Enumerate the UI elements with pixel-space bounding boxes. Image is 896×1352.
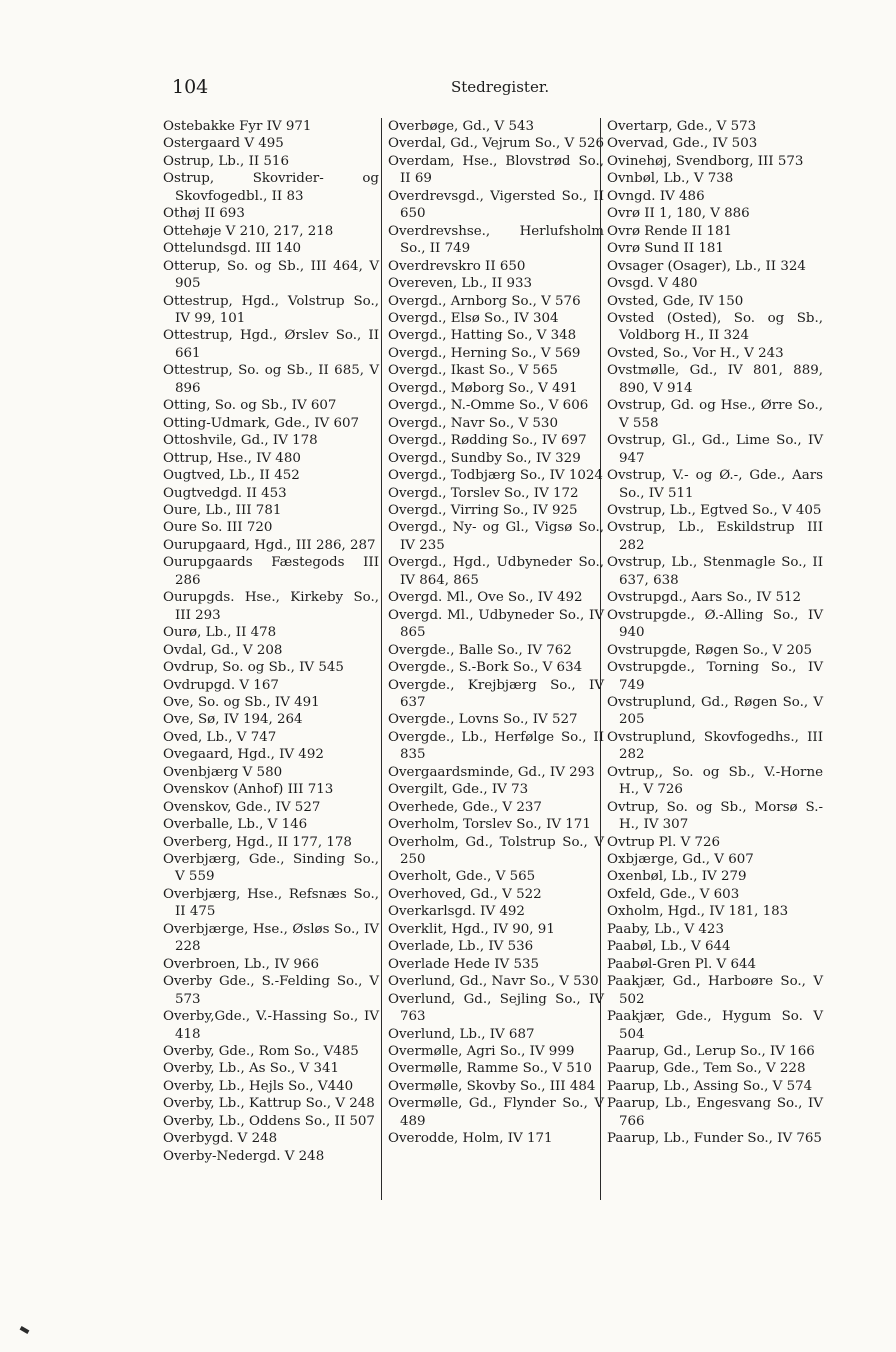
index-entry: Ovstrupgde, Røgen So., V 205 — [607, 642, 812, 658]
index-entry: Overgd., Torslev So., IV 172 — [388, 485, 579, 501]
index-entry: Overby, Lb., As So., V 341 — [163, 1061, 340, 1077]
index-entry: Ovnbøl, Lb., V 738 — [607, 171, 734, 187]
index-entry: Overby Gde., S.-Felding So., V 573 — [163, 974, 379, 1007]
index-entry: Ostergaard V 495 — [163, 136, 284, 152]
index-entry: Ovrø Sund II 181 — [607, 241, 724, 257]
index-entry: Otting, So. og Sb., IV 607 — [163, 398, 337, 414]
index-entry: Ovstrupgde., Ø.-Alling So., IV 940 — [607, 607, 823, 641]
index-entry: Paabøl-Gren Pl. V 644 — [607, 956, 757, 972]
index-entry: Ourupgaard, Hgd., III 286, 287 — [163, 537, 376, 553]
index-entry: Overgde., Lb., Herfølge So., II 835 — [388, 729, 604, 763]
index-entry: Ottelundsgd. III 140 — [163, 241, 301, 257]
index-entry: Overbøge, Gd., V 543 — [388, 119, 535, 134]
index-entry: Overmølle, Gd., Flynder So., V 489 — [388, 1096, 604, 1129]
index-entry: Oure So. III 720 — [163, 520, 273, 536]
index-entry: Ovsager (Osager), Lb., II 324 — [607, 258, 806, 274]
index-entry: Overgd., Møborg So., V 491 — [388, 380, 578, 396]
index-entry: Overgd., Sundby So., IV 329 — [388, 450, 581, 466]
index-entry: Overgd. Ml., Ove So., IV 492 — [388, 590, 583, 606]
ink-mark — [20, 1326, 30, 1334]
index-entry: Ottrup, Hse., IV 480 — [163, 450, 301, 466]
index-entry: Overgd., Hatting So., V 348 — [388, 328, 577, 344]
index-entry: Overgd., Todbjærg So., IV 1024 — [388, 468, 603, 484]
index-entry: Ovsted (Osted), So. og Sb., Voldborg H., II 324 — [607, 310, 823, 344]
page-number: 104 — [172, 76, 209, 98]
index-column-2 — [381, 118, 604, 1200]
index-entry: Overlade Hede IV 535 — [388, 956, 540, 972]
index-entry: Ovenbjærg V 580 — [163, 764, 283, 780]
index-entry: Ovstrup, Gd. og Hse., Ørre So., V 558 — [607, 398, 823, 431]
index-entry: Ovrø Rende II 181 — [607, 223, 733, 239]
index-entry: Overkarlsgd. IV 492 — [388, 904, 525, 920]
index-entry: Overholm, Gd., Tolstrup So., V 250 — [388, 834, 604, 868]
index-entry: Paarup, Gde., Tem So., V 228 — [607, 1061, 806, 1077]
index-entry: Overgd., Ny- og Gl., Vigsø So., IV 235 — [388, 520, 604, 553]
index-entry: Overmølle, Agri So., IV 999 — [388, 1044, 575, 1060]
index-entry: Overdrevshse., Herlufsholm So., II 749 — [388, 223, 604, 257]
index-entry: Overlade, Lb., IV 536 — [388, 939, 534, 955]
index-entry: Overmølle, Ramme So., V 510 — [388, 1061, 592, 1077]
running-title: Stedregister. — [451, 78, 550, 96]
index-entry: Overlund, Lb., IV 687 — [388, 1026, 535, 1042]
index-entry: Ovstrup, Lb., Eskildstrup III 282 — [607, 520, 823, 553]
index-entry: Overgde., Balle So., IV 762 — [388, 642, 572, 658]
index-entry: Paarup, Lb., Engesvang So., IV 766 — [607, 1096, 823, 1129]
index-entry: Ovtrup Pl. V 726 — [607, 834, 721, 850]
index-entry: Paakjær, Gde., Hygum So. V 504 — [607, 1009, 823, 1042]
index-entry: Othøj II 693 — [163, 206, 245, 222]
index-entry: Overdrevskro II 650 — [388, 258, 526, 274]
index-entry: Ovegaard, Hgd., IV 492 — [163, 747, 324, 763]
index-entry: Ottehøje V 210, 217, 218 — [163, 223, 334, 239]
index-column-3 — [600, 118, 823, 1200]
index-entry: Ove, Sø, IV 194, 264 — [163, 712, 303, 728]
index-entry: Ovtrup,, So. og Sb., V.-Horne H., V 726 — [607, 764, 823, 798]
index-entry: Overdrevsgd., Vigersted So., II 650 — [388, 188, 604, 222]
index-entry: Overby-Nedergd. V 248 — [163, 1148, 325, 1164]
index-entry: Overtarp, Gde., V 573 — [607, 119, 757, 134]
index-entry: Overgd., Elsø So., IV 304 — [388, 310, 559, 326]
index-entry: Ovdal, Gd., V 208 — [163, 642, 283, 658]
index-entry: Ourupgds. Hse., Kirkeby So., III 293 — [163, 590, 379, 623]
index-entry: Ourø, Lb., II 478 — [163, 625, 277, 641]
index-entry: Oure, Lb., III 781 — [163, 502, 282, 518]
index-entry: Overgd., Rødding So., IV 697 — [388, 433, 587, 449]
index-entry: Oxenbøl, Lb., IV 279 — [607, 869, 747, 885]
index-entry: Oxfeld, Gde., V 603 — [607, 886, 740, 902]
index-entry: Overgde., Krejbjærg So., IV 637 — [388, 677, 604, 710]
index-entry: Ovdrup, So. og Sb., IV 545 — [163, 660, 344, 676]
index-entry: Ovstrup, V.- og Ø.-, Gde., Aars So., IV 511 — [607, 468, 823, 501]
index-entry: Paaby, Lb., V 423 — [607, 921, 724, 937]
index-entry: Ottestrup, Hgd., Ørslev So., II 661 — [163, 328, 379, 361]
index-entry: Overby, Lb., Oddens So., II 507 — [163, 1113, 375, 1129]
index-entry: Overbroen, Lb., IV 966 — [163, 956, 319, 972]
index-column-1 — [163, 118, 379, 1165]
index-entry: Overgd., Navr So., V 530 — [388, 415, 558, 431]
index-entry: Ovstruplund, Gd., Røgen So., V 205 — [607, 694, 823, 728]
index-entry: Ovtrup, So. og Sb., Morsø S.-H., IV 307 — [607, 799, 823, 833]
index-entry: Overby,Gde., V.-Hassing So., IV 418 — [163, 1009, 379, 1042]
index-entry: Ovrø II 1, 180, V 886 — [607, 206, 750, 222]
index-entry: Overlund, Gd., Navr So., V 530 — [388, 974, 599, 990]
index-entry: Ovstrupgde., Torning So., IV 749 — [607, 660, 823, 693]
index-entry: Overgd., Herning So., V 569 — [388, 345, 581, 361]
index-entry: Oxbjærge, Gd., V 607 — [607, 852, 754, 868]
index-entry: Otting-Udmark, Gde., IV 607 — [163, 415, 360, 431]
index-entry: Overgd., Virring So., IV 925 — [388, 502, 578, 518]
index-entry: Ove, So. og Sb., IV 491 — [163, 694, 320, 710]
index-entry: Overby, Gde., Rom So., V485 — [163, 1044, 359, 1060]
index-entry: Overbygd. V 248 — [163, 1131, 278, 1147]
index-entry: Ourupgaards Fæstegods III 286 — [163, 555, 379, 588]
index-entry: Ostebakke Fyr IV 971 — [163, 119, 312, 134]
index-entry: Otterup, So. og Sb., III 464, V 905 — [163, 258, 379, 292]
index-entry: Ovstruplund, Skovfogedhs., III 282 — [607, 729, 823, 763]
index-entry: Paarup, Lb., Funder So., IV 765 — [607, 1131, 822, 1147]
index-entry: Overbjærge, Hse., Øsløs So., IV 228 — [163, 921, 379, 955]
index-entry: Ovenskov (Anhof) III 713 — [163, 782, 334, 798]
index-entry: Ovenskov, Gde., IV 527 — [163, 799, 321, 815]
index-entry: Ovstmølle, Gd., IV 801, 889, 890, V 914 — [607, 363, 823, 396]
index-entry: Overgd., Ikast So., V 565 — [388, 363, 558, 379]
index-entry: Paarup, Gd., Lerup So., IV 166 — [607, 1044, 815, 1060]
index-entry: Overbjærg, Gde., Sinding So., V 559 — [163, 852, 379, 885]
index-entry: Overhoved, Gd., V 522 — [388, 886, 542, 902]
index-entry: Ovngd. IV 486 — [607, 188, 705, 204]
index-entry: Ottestrup, So. og Sb., II 685, V 896 — [163, 363, 379, 396]
index-entry: Overholm, Torslev So., IV 171 — [388, 817, 591, 833]
index-entry: Ougtvedgd. II 453 — [163, 485, 287, 501]
index-entry: Ougtved, Lb., II 452 — [163, 468, 300, 484]
index-entry: Overdal, Gd., Vejrum So., V 526 — [388, 136, 605, 152]
index-entry: Ovdrupgd. V 167 — [163, 677, 279, 693]
index-entry: Overby, Lb., Kattrup So., V 248 — [163, 1096, 375, 1112]
index-entry: Paakjær, Gd., Harboøre So., V 502 — [607, 974, 823, 1007]
index-entry: Ovstrup, Lb., Stenmagle So., II 637, 638 — [607, 555, 823, 588]
index-entry: Overby, Lb., Hejls So., V440 — [163, 1078, 354, 1094]
index-entry: Ovsted, So., Vor H., V 243 — [607, 345, 784, 361]
index-entry: Overholt, Gde., V 565 — [388, 869, 536, 885]
index-entry: Oxholm, Hgd., IV 181, 183 — [607, 904, 789, 920]
index-entry: Ottestrup, Hgd., Volstrup So., IV 99, 101 — [163, 293, 379, 326]
index-entry: Overgd. Ml., Udbyneder So., IV 865 — [388, 607, 604, 641]
index-entry: Overmølle, Skovby So., III 484 — [388, 1078, 596, 1094]
index-entry: Overgd., Arnborg So., V 576 — [388, 293, 581, 309]
index-entry: Ovstrupgd., Aars So., IV 512 — [607, 590, 802, 606]
index-entry: Overgd., Hgd., Udbyneder So., IV 864, 865 — [388, 555, 604, 588]
index-entry: Overlund, Gd., Sejling So., IV 763 — [388, 991, 604, 1025]
index-entry: Overgaardsminde, Gd., IV 293 — [388, 764, 595, 780]
index-entry: Overgde., Lovns So., IV 527 — [388, 712, 578, 728]
index-entry: Overhede, Gde., V 237 — [388, 799, 542, 815]
index-entry: Overeven, Lb., II 933 — [388, 276, 533, 292]
index-entry: Overbjærg, Hse., Refsnæs So., II 475 — [163, 886, 379, 920]
index-entry: Overdam, Hse., Blovstrød So., II 69 — [388, 153, 604, 187]
index-entry: Overberg, Hgd., II 177, 178 — [163, 834, 352, 850]
index-entry: Paarup, Lb., Assing So., V 574 — [607, 1078, 813, 1094]
index-entry: Overballe, Lb., V 146 — [163, 817, 308, 833]
index-entry: Overklit, Hgd., IV 90, 91 — [388, 921, 555, 937]
index-entry: Ovstrup, Gl., Gd., Lime So., IV 947 — [607, 433, 823, 466]
index-entry: Ovinehøj, Svendborg, III 573 — [607, 153, 804, 169]
index-entry: Ottoshvile, Gd., IV 178 — [163, 433, 318, 449]
index-entry: Overvad, Gde., IV 503 — [607, 136, 758, 152]
index-entry: Overgilt, Gde., IV 73 — [388, 782, 529, 798]
index-entry: Ovsted, Gde, IV 150 — [607, 293, 744, 309]
index-entry: Overgd., N.-Omme So., V 606 — [388, 398, 589, 414]
index-entry: Overodde, Holm, IV 171 — [388, 1131, 553, 1147]
index-entry: Overgde., S.-Bork So., V 634 — [388, 660, 583, 676]
index-entry: Ostrup, Skovrider- og Skovfogedbl., II 83 — [163, 171, 379, 204]
index-entry: Ovstrup, Lb., Egtved So., V 405 — [607, 502, 822, 518]
index-entry: Ovsgd. V 480 — [607, 276, 698, 292]
index-entry: Ostrup, Lb., II 516 — [163, 153, 289, 169]
index-entry: Paabøl, Lb., V 644 — [607, 939, 731, 955]
index-entry: Oved, Lb., V 747 — [163, 729, 277, 745]
